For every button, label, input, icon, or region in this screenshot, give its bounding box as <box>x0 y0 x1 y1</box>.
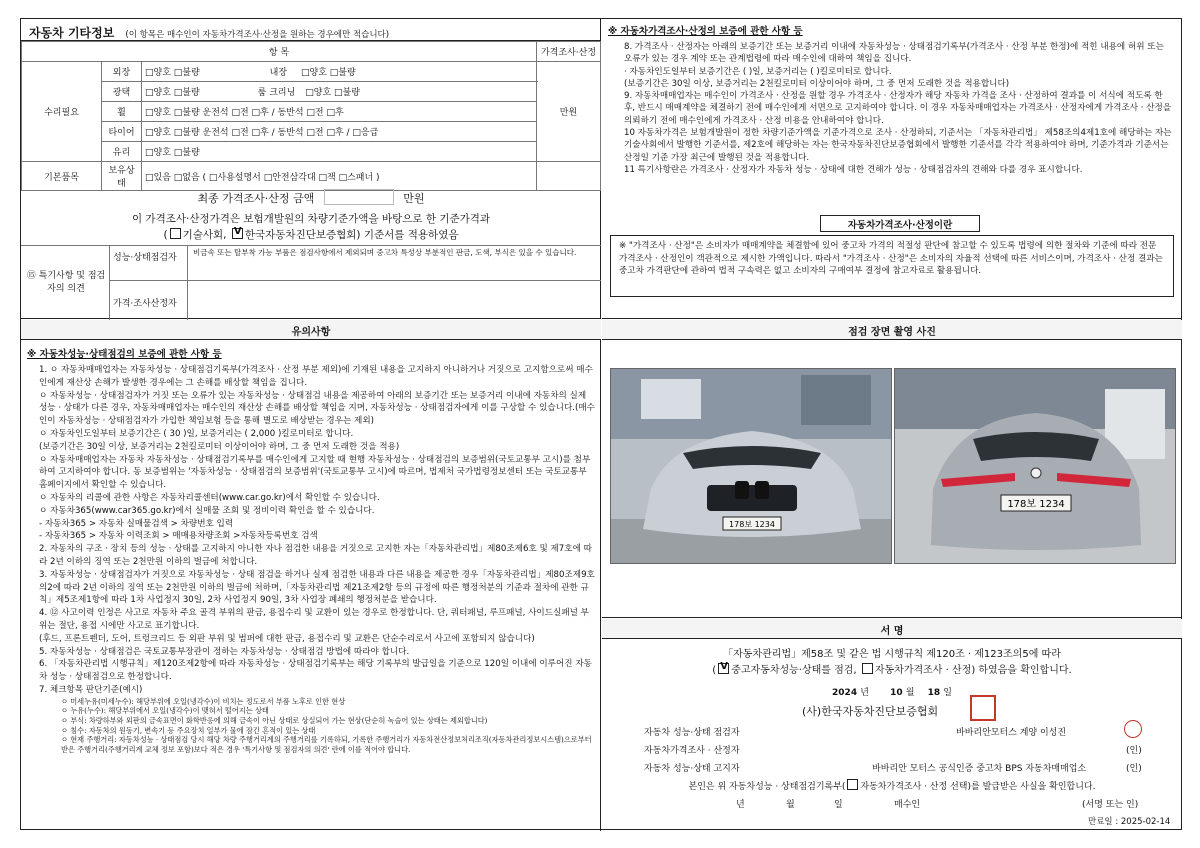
special-label: ⑮ 특기사항 및 점검자의 의견 <box>26 271 106 294</box>
photo-section <box>602 320 1182 618</box>
gloss-opts[interactable]: □양호 □불량 룸 크리닝 □양호 □불량 <box>142 82 537 102</box>
special-notes <box>21 245 601 319</box>
price-warranty-title: ※ 자동차가격조사·산정의 보증에 관한 사항 등 <box>608 26 803 37</box>
tire-label: 타이어 <box>102 122 142 142</box>
notifier-row: 자동차 성능·상태 고지자 바바리안 모터스 공식인증 중고차 BPS 자동차매매업소 (인) <box>644 764 1142 774</box>
rear-plate-text: 178보 1234 <box>1007 499 1065 510</box>
check-receipt-price[interactable] <box>847 779 858 790</box>
front-plate-text: 178보 1234 <box>729 520 775 529</box>
receipt-line: 본인은 위 자동차성능 · 상태점검기록부( 자동차가격조사 · 산정 선택)를 발급받은 사실을 확인합니다. <box>602 779 1182 792</box>
basic-row-opts[interactable]: □있음 □없음 ( □사용설명서 □안전삼각대 □잭 □스패너 ) <box>142 162 537 191</box>
col-item: 항 목 <box>22 42 537 62</box>
final-price-label: 최종 가격조사·산정 금액 <box>197 192 315 205</box>
notice-subtitle: ※ 자동차성능·상태점검의 보증에 관한 사항 등 <box>27 349 222 360</box>
special-price-label: 가격·조사산정자 <box>113 299 177 309</box>
basis-checkbox-tech[interactable] <box>170 228 181 239</box>
other-info-title-row <box>21 19 600 41</box>
check-price[interactable] <box>862 663 873 674</box>
exterior-opts[interactable]: □양호 □불량 내장 □양호 □불량 <box>142 62 537 82</box>
price-definition-box: ※ "가격조사 · 산정"은 소비자가 매매계약을 체결함에 있어 중고차 가격의 적절성 판단에 참고할 수 있도록 법령에 의한 절차와 기준에 따라 전문 가격조사 · 산정인이 객관적으로 제시한 가액입니다. 따라서 "가격조사 · 산정"은 소비자의 자율적 선택에 따른 서비스이며, 가격조사 · 산정 결과는 중고차 가격판단에 관하여 법적 구속력은 없고 소비자의 구매여부 결정에 참고자료로 활용됩니다. <box>610 235 1174 297</box>
exterior-label: 외장 <box>102 62 142 82</box>
price-warranty-section <box>602 19 1182 319</box>
basis-checkbox-kadwa[interactable] <box>232 228 243 239</box>
other-info-table <box>21 41 601 191</box>
expire-date: 만료일 : 2025-02-14 <box>1088 817 1171 827</box>
glass-label: 유리 <box>102 142 142 162</box>
signature-date: 2024 년 10 월 18 일 <box>832 688 952 698</box>
wheel-opts[interactable]: □양호 □불량 운전석 □전 □후 / 동반석 □전 □후 <box>142 102 537 122</box>
price-warranty-items: 8. 가격조사 · 산정자는 아래의 보증기간 또는 보증거리 이내에 자동차성능 · 상태점검기록부(가격조사 · 산정 부분 한정)에 적힌 내용에 허위 또는 오류가 있는 경우 계약 또는 관계법령에 따라 매수인에 대하여 책임을 집니다. · 자동차인도일부터 보증기간은 ( )일, 보증거리는 ( )킬로미터로 합니다. (보증기간은 30일 이상, 보증거리는 2천킬로미터 이상이어야 하며, 그 중 먼저 도래한 것을 적용합니다) 9. 자동차매매업자는 매수인이 가격조사 · 산정을 원할 경우 가격조사 · 산정자가 해당 자동차 가격을 조사 · 산정하여 결과를 이 서식에 적도록 한 후, 반드시 매매계약을 체결하기 전에 매수인에게 서면으로 고지하여야 합니다. 이 경우 자동차매매업자는 가격조사 · 산정자에게 가격조사 · 산정을 의뢰하기 전에 매수인에게 가격조사 · 산정 비용을 안내하여야 합니다. 10 자동차가격은 보험개발원이 정한 차량기준가액을 기준가격으로 조사 · 산정하되, 기준서는 「자동차관리법」 제58조의4제1호에 해당하는 자는 기술사회에서 발행한 기준서를, 제2호에 해당하는 자는 한국자동차진단보증협회에서 발행한 기준서를 각각 적용하여야 하며, 기준가격과 기준서는 산정일 기준 가장 최근에 발행된 것을 적용합니다. 11 특기사항란은 가격조사 · 산정자가 자동차 성능 · 상태에 대한 견해가 성능 · 상태점검자의 견해와 다를 경우 표시합니다. <box>624 42 1172 175</box>
inspection-record-page <box>20 18 1182 830</box>
front-car-photo <box>610 368 892 564</box>
signature-title: 서 명 <box>602 619 1182 639</box>
col-price: 가격조사·산정 <box>537 42 601 62</box>
check-performance[interactable] <box>718 663 729 674</box>
special-perf-text: 비금속 또는 탈부착 가능 부품은 점검사항에서 제외되며 중고차 특성상 부분적인 판금, 도색, 부식은 있을 수 있습니다. <box>193 248 577 257</box>
final-price-unit: 만원 <box>403 192 425 205</box>
repair-unit: 만원 <box>537 62 601 162</box>
final-price-input[interactable] <box>324 189 394 205</box>
signature-line-1: 「자동차관리법」제58조 및 같은 법 시행규칙 제120조 · 제123조의5에 따라 <box>723 649 1061 660</box>
price-definition-box-title: 자동차가격조사·산정이란 <box>820 215 980 232</box>
notice-section <box>21 320 601 831</box>
other-info-subtitle: (이 항목은 매수인이 자동차가격조사·산정을 원하는 경우에만 적습니다) <box>125 30 390 40</box>
glass-opts[interactable]: □양호 □불량 <box>142 142 537 162</box>
repair-label: 수리필요 <box>22 62 102 162</box>
basis-line-2: ( 기술사회, V 한국자동차진단보증협회) 기준서를 적용하였음 <box>21 227 601 242</box>
tire-opts[interactable]: □양호 □불량 운전석 □전 □후 / 동반석 □전 □후 / □응급 <box>142 122 537 142</box>
photo-title: 점검 장면 촬영 사진 <box>602 320 1182 340</box>
signature-org: (사)한국자동차진단보증협회 <box>802 705 939 718</box>
signature-section: 서 명 「자동차관리법」제58조 및 같은 법 시행규칙 제120조 · 제123조의5에 따라 (V 중고자동차성능·상태를 점검, 자동차가격조사 · 산정) 하였음을 확인합니다. 2024 년 10 월 18 일 (사)한국자동차진단보증협회 자동차 성능·상태 점검자 바바리안모터스 계양 이성진 자동차가격조사 · 산정자 (인) 자동차 성능·상태 고지자 바바리안 모터스 공식인증 중고차 BPS 자동차매매업소 (인) 본인은 위 자동차성능 · 상태점검기록부( 자동차가격조사 · 산정 선택)를 발급받은 사실을 확인합니다. 년 월 일 매수인 (서명 또는 인) 만료일 : 2025-02-14 <box>602 619 1182 831</box>
basis-line-1: 이 가격조사·산정가격은 보험개발원의 차량기준가액을 바탕으로 한 기준가격과 <box>131 213 491 225</box>
basic-label: 기본품목 <box>22 162 102 191</box>
basic-row-label: 보유상태 <box>102 162 142 191</box>
inspector-row: 자동차 성능·상태 점검자 바바리안모터스 계양 이성진 <box>644 725 1174 738</box>
wheel-label: 휠 <box>102 102 142 122</box>
inspector-seal <box>1124 720 1142 738</box>
notice-title: 유의사항 <box>21 320 601 340</box>
rear-car-photo <box>894 368 1176 564</box>
price-assessor-row: 자동차가격조사 · 산정자 (인) <box>644 746 1142 756</box>
special-perf-label: 성능·상태점검자 <box>113 253 177 263</box>
other-info-title: 자동차 기타정보 <box>29 26 115 40</box>
signature-line-2: (V 중고자동차성능·상태를 점검, 자동차가격조사 · 산정) 하였음을 확인합니다. <box>602 661 1182 676</box>
notice-items: 1. ㅇ 자동차매매업자는 자동차성능 · 상태점검기록부(가격조사 · 산정 부분 제외)에 기재된 내용을 고지하지 아니하거나 거짓으로 고지함으로써 매수인에게 재산상 손해가 발생한 경우에는 그 손해를 배상할 책임을 집니다. ㅇ 자동차성능 · 상태점검자가 거짓 또는 오류가 있는 자동차성능 · 상태점검 내용을 제공하여 아래의 보증기간 또는 보증거리 이내에 자동차의 실제 성능 · 상태가 다른 경우, 자동차매매업자는 매수인의 재산상 손해를 배상할 책임을 지며, 자동차성능 · 상태점검자에게 이를 구상할 수 있습니다.(매수인이 자동차성능 · 상태점검자가 가입한 책임보험 등을 통해 별도로 배상받는 경우는 제외) ㅇ 자동차인도일부터 보증기간은 ( 30 )일, 보증거리는 ( 2,000 )킬로미터로 합니다. (보증기간은 30일 이상, 보증거리는 2천킬로미터 이상이어야 하며, 그 중 먼저 도래한 것을 적용) ㅇ 자동차매매업자는 자동차 자동차성능 · 상태점검기록부를 매수인에게 고지할 때 현행 자동차성능 · 상태점검의 보증범위(국토교통부 고시)를 첨부하여 고지하여야 합니다. 동 보증범위는 '자동차성능 · 상태점검의 보증범위'(국토교통부 고시)에 따르며, 법제처 국가법령정보센터 또는 국토교통부 홈페이지에서 확인할 수 있습니다. ㅇ 자동차의 리콜에 관한 사항은 자동차리콜센터(www.car.go.kr)에서 확인할 수 있습니다. ㅇ 자동차365(www.car365.go.kr)에서 실매물 조회 및 정비이력 확인을 할 수 있습니다. - 자동차365 > 자동차 실매물검색 > 차량번호 입력 - 자동차365 > 자동차 이력조회 > 매매용차량조회 >자동차등록번호 검색 2. 자동차의 구조 · 장치 등의 성능 · 상태를 고지하지 아니한 자나 점검한 내용을 거짓으로 고지한 자는「자동차관리법」제80조제6호 및 제7호에 따라 2년 이하의 징역 또는 2천만원 이하의 벌금에 처합니다. 3. 자동차성능 · 상태점검자가 거짓으로 자동차성능 · 상태 점검을 하거나 실제 점검한 내용과 다른 내용을 제공한 경우「자동차관리법」제80조제9호의2에 따라 2년 이하의 징역 또는 2천만원 이하의 벌금에 처하며,「자동차관리법 제21조제2항 등의 규정에 따른 행정처분의 기준과 절차에 관한 규칙」제5조제1항에 따라 1차 사업정지 30일, 2차 사업정지 90일, 3차 사업장 폐쇄의 행정처분을 받습니다. 4. ⑫ 사고이력 인정은 사고로 자동차 주요 골격 부위의 판금, 용접수리 및 교환이 있는 경우로 한정합니다. 단, 쿼터패널, 루프패널, 사이드실패널 부위는 절단, 용접 시에만 사고로 표기합니다. (후드, 프론트펜더, 도어, 트렁크리드 등 외판 부위 및 범퍼에 대한 판금, 용접수리 및 교환은 단순수리로서 사고에 포함되지 않습니다) 5. 자동차성능 · 상태점검은 국토교통부장관이 정하는 자동차성능 · 상태점검 방법에 따라야 합니다. 6. 「자동차관리법 시행규칙」제120조제2항에 따라 자동차성능 · 상태점검기록부는 해당 기록부의 발급일을 기준으로 120일 이내에 이루어진 자동차 성능 · 상태점검으로 한정합니다. 7. 체크항목 판단기준(예시) ㅇ 미세누유(미세누수): 해당부위에 오일(냉각수)이 비치는 정도로서 부품 노후로 인한 현상 ㅇ 누유(누수): 해당부위에서 오일(냉각수)이 맺혀서 떨어지는 상태 ㅇ 부식: 차량하부와 외판의 금속표면이 화학반응에 의해 금속이 아닌 상태로 상실되어 가는 현상(단순히 녹슬어 있는 상태는 제외합니다) ㅇ 침수: 자동차의 원동기, 변속기 등 주요장치 일부가 물에 잠긴 흔적이 있는 상태 ㅇ 현재 주행거리: 자동차성능 · 상태점검 당시 해당 차량 주행거리계의 주행거리를 기록하되, 기록한 주행거리가 자동차전산정보처리조직(자동차관리정보시스템)으로부터 받은 주행거리(주행거리계 교체 정보 포함)보다 적은 경우 '특기사항 및 점검자의 의견' 란에 이를 적어야 합니다. <box>39 365 595 754</box>
criteria-list: ㅇ 미세누유(미세누수): 해당부위에 오일(냉각수)이 비치는 정도로서 부품 노후로 인한 현상 ㅇ 누유(누수): 해당부위에서 오일(냉각수)이 맺혀서 떨어지는 상태 ㅇ 부식: 차량하부와 외판의 금속표면이 화학반응에 의해 금속이 아닌 상태로 상실되어 가는 현상(단순히 녹슬어 있는 상태는 제외합니다) ㅇ 침수: 자동차의 원동기, 변속기 등 주요장치 일부가 물에 잠긴 흔적이 있는 상태 ㅇ 현재 주행거리: 자동차성능 · 상태점검 당시 해당 차량 주행거리계의 주행거리를 기록하되, 기록한 주행거리가 자동차전산정보처리조직(자동차관리정보시스템)으로부터 받은 주행거리(주행거리계 교체 정보 포함)보다 적은 경우 '특기사항 및 점검자의 의견' 란에 이를 적어야 합니다. <box>61 696 592 754</box>
other-info-section <box>21 19 601 319</box>
gloss-label: 광택 <box>102 82 142 102</box>
final-price-row <box>21 185 601 209</box>
org-seal <box>970 695 996 721</box>
